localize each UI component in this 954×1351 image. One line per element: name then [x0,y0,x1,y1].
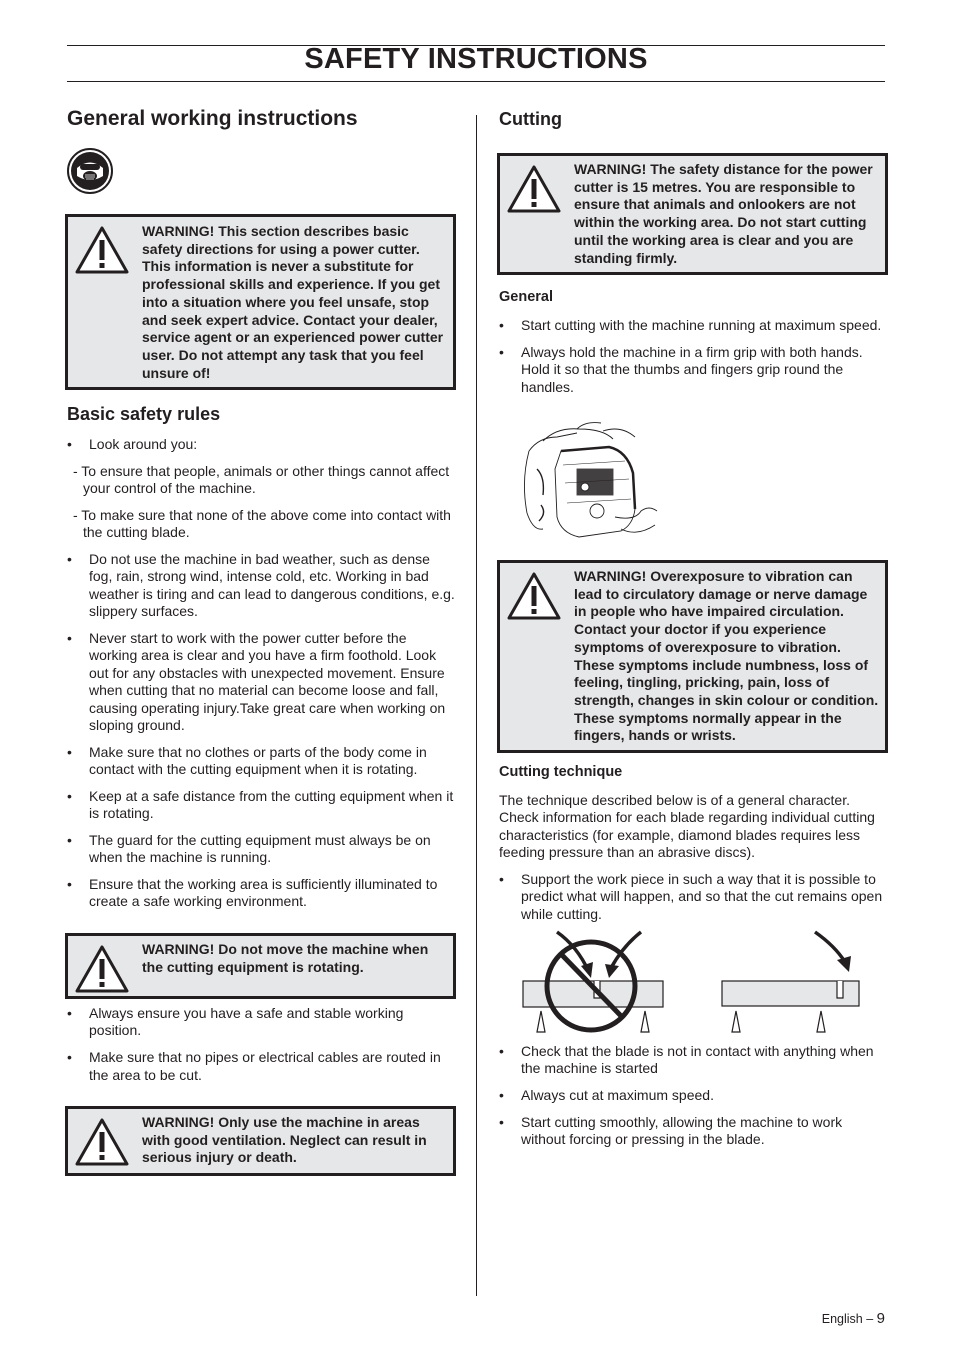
warning-triangle-icon [506,164,562,214]
face-protection-icon [67,148,113,194]
warning-text: WARNING! The safety distance for the power cutter is 15 metres. You are responsible to ensure that animals and onlookers are not within the working area. Do not start cutting until the working area is clear and you are standing firmly. [574,161,873,266]
technique-paragraph: The technique described below is of a general character. Check information for each blade regarding individual cutting characteristics (for example, diamond blades requires less feeding pressure than an abrasive discs). [499,792,875,861]
warning-text: WARNING! Do not move the machine when the cutting equipment is rotating. [142,941,429,975]
cutting-support-diagram [519,928,865,1034]
list-item: • The guard for the cutting equipment must always be on when the machine is running. [67,832,456,867]
list-item: • Always cut at maximum speed. [499,1087,887,1104]
warning-triangle-icon [74,944,130,994]
warning-box-basic [65,214,456,390]
general-list [499,317,887,405]
page-title: SAFETY INSTRUCTIONS [304,43,648,75]
dash-text: - To ensure that people, animals or other things cannot affect your control of the machine. [73,463,450,497]
list-item: • Always hold the machine in a firm grip with both hands. Hold it so that the thumbs and fingers grip round the handles. [499,344,887,396]
list-item: • Start cutting with the machine running at maximum speed. [499,317,887,334]
support-list [499,871,887,933]
footer-separator: – [862,1312,877,1326]
cutting-heading: Cutting [499,109,562,129]
warning-triangle-icon [506,571,562,621]
column-divider [476,115,477,1296]
list-item: • Make sure that no clothes or parts of the body come in contact with the cutting equipment when it is rotating. [67,744,456,779]
safety-rules-list [67,551,456,920]
list-item: • Ensure that the working area is sufficiently illuminated to create a safe working environment. [67,876,456,911]
dash-item-2 [73,507,463,542]
list-item: • Do not use the machine in bad weather, such as dense fog, rain, strong wind, intense cold, etc. Working in bad weather is tiring and can lead to dangerous conditions, e.g. slippery surfaces. [67,551,456,621]
page-number: 9 [876,1310,885,1327]
warning-box-ventilation [65,1106,456,1176]
list-item: • Always ensure you have a safe and stable working position. [67,1005,456,1040]
look-around-list [67,436,456,463]
list-item: • Look around you: [67,436,456,453]
cutting-technique-heading: Cutting technique [499,764,623,780]
dash-text: - To make sure that none of the above come into contact with the cutting blade. [73,507,451,541]
list-item: • Never start to work with the power cutter before the working area is clear and you have a firm foothold. Look out for any obstacles with unexpected movement. Ensure when cutting that no material can become loose and fall, causing operating injury.Take great care when working on sloping ground. [67,630,456,734]
title-rule [67,81,885,82]
warning-box-vibration [497,560,888,753]
warning-triangle-icon [74,225,130,275]
dash-item-1 [73,463,463,498]
warning-triangle-icon [74,1117,130,1167]
page-footer [822,1310,885,1327]
warning-text: WARNING! Only use the machine in areas with good ventilation. Neglect can result in serious injury or death. [142,1114,427,1166]
warning-box-move [65,933,456,999]
list-item: • Support the work piece in such a way that it is possible to predict what will happen, and so that the cut remains open while cutting. [499,871,887,923]
footer-language: English [821,1312,863,1326]
machine-grip-illustration [517,421,659,545]
list-item: • Start cutting smoothly, allowing the machine to work without forcing or pressing in the blade. [499,1114,887,1149]
basic-safety-heading: Basic safety rules [67,404,221,424]
warning-text: WARNING! This section describes basic safety directions for using a power cutter. This information is never a substitute for professional skills and experience. If you get into a situation where you feel unsafe, stop and seek expert advice. Contact your dealer, service agent or an experienced power cutter user. Do not attempt any task that you feel unsure of! [142,223,444,381]
section-heading: General working instructions [67,107,358,130]
warning-box-distance [497,153,888,275]
blade-list [499,1043,887,1158]
general-heading: General [499,289,553,305]
list-item: • Keep at a safe distance from the cutting equipment when it is rotating. [67,788,456,823]
position-list [67,1005,456,1093]
list-item: • Make sure that no pipes or electrical cables are routed in the area to be cut. [67,1049,456,1084]
warning-text: WARNING! Overexposure to vibration can lead to circulatory damage or nerve damage in people who have impaired circulation. Contact your doctor if you experience symptoms of overexposure to vibration. These symptoms include numbness, loss of feeling, tingling, pricking, pain, loss of strength, changes in skin colour or condition. These symptoms normally appear in the fingers, hands or wrists. [574,568,879,744]
list-item: • Check that the blade is not in contact with anything when the machine is started [499,1043,887,1078]
